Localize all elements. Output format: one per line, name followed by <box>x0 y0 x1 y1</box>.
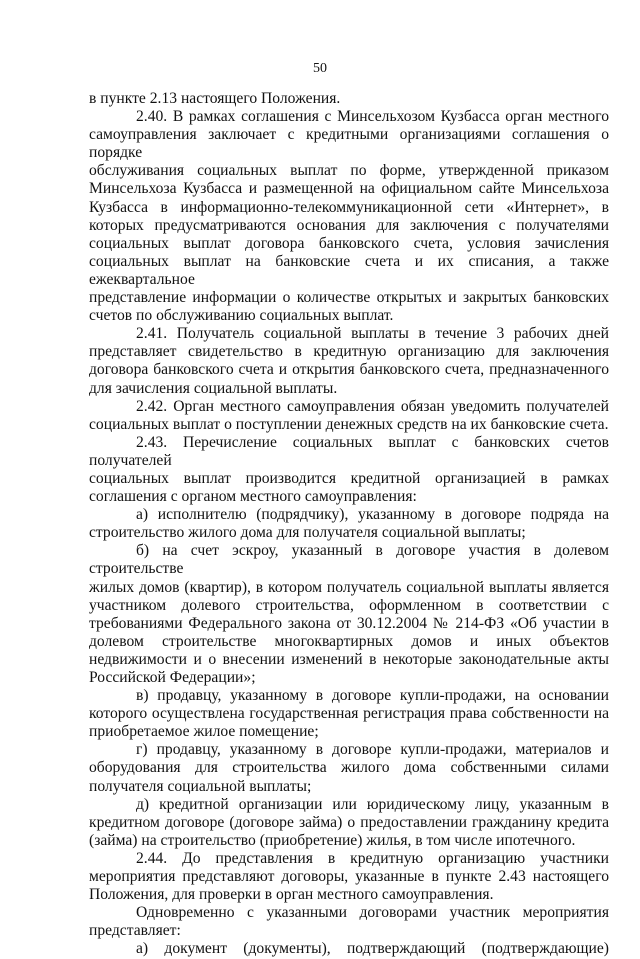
text-line: которых предусматриваются основания для заключения с получателями <box>89 216 609 234</box>
text-line: договора банковского счета и открытия банковского счета, предназначенного <box>89 361 609 379</box>
text-line: обслуживания социальных выплат по форме, утвержденной приказом <box>89 162 609 180</box>
text-line: представление информации о количестве открытых и закрытых банковских <box>89 289 609 307</box>
text-line: Положения, для проверки в орган местного самоуправления. <box>89 886 494 904</box>
text-line: представляет свидетельство в кредитную организацию для заключения <box>89 343 609 361</box>
text-line: в) продавцу, указанному в договоре купли-продажи, на основании <box>136 687 609 705</box>
text-line: социальных выплат на банковские счета и их списания, а также ежеквартальное <box>89 252 609 288</box>
text-line: Минсельхоза Кузбасса и размещенной на официальном сайте Минсельхоза <box>89 180 609 198</box>
text-line: строительство жилого дома для получателя социальной выплаты; <box>89 524 526 542</box>
text-line: получателя социальной выплаты; <box>89 777 312 795</box>
text-line: г) продавцу, указанному в договоре купли-продажи, материалов и <box>136 741 609 759</box>
text-line: социальных выплат договора банковского счета, условия зачисления <box>89 234 609 252</box>
text-line: соглашения с органом местного самоуправления: <box>89 488 417 506</box>
text-line: 2.44. До представления в кредитную организацию участники <box>136 849 609 867</box>
text-line: социальных выплат производится кредитной организацией в рамках <box>89 469 609 487</box>
text-line: самоуправления заключает с кредитными организациями соглашения о порядке <box>89 126 609 162</box>
text-line: Кузбасса в информационно-телекоммуникационной сети «Интернет», в <box>89 198 609 216</box>
text-line: 2.40. В рамках соглашения с Минсельхозом Кузбасса орган местного <box>136 108 609 126</box>
text-line: оборудования для строительства жилого дома собственными силами <box>89 759 609 777</box>
text-line: участником долевого строительства, оформленном в соответствии с <box>89 596 609 614</box>
text-line: а) исполнителю (подрядчику), указанному в договоре подряда на <box>136 506 609 524</box>
text-line: социальных выплат о поступлении денежных средств на их банковские счета. <box>89 415 609 433</box>
text-line: кредитном договоре (договоре займа) о предоставлении гражданину кредита <box>89 813 609 831</box>
text-line: 2.41. Получатель социальной выплаты в течение 3 рабочих дней <box>136 325 609 343</box>
text-line: представляет: <box>89 922 181 940</box>
text-line: долевом строительстве многоквартирных домов и иных объектов <box>89 632 609 650</box>
text-line: Российской Федерации»; <box>89 669 256 686</box>
text-line: которого осуществлена государственная регистрация права собственности на <box>89 705 609 723</box>
text-line: в пункте 2.13 настоящего Положения. <box>89 90 341 107</box>
text-line: а) документ (документы), подтверждающий (подтверждающие) <box>136 940 609 958</box>
text-line: жилых домов (квартир), в котором получатель социальной выплаты является <box>89 578 609 596</box>
page-number: 50 <box>313 61 327 76</box>
text-line: Одновременно с указанными договорами участник мероприятия <box>136 904 609 922</box>
text-line: приобретаемое жилое помещение; <box>89 723 319 741</box>
text-line: б) на счет эскроу, указанный в договоре участия в долевом строительстве <box>89 542 609 578</box>
text-line: для зачисления социальной выплаты. <box>89 379 338 397</box>
text-line: мероприятия представляют договоры, указанные в пункте 2.43 настоящего <box>89 868 609 886</box>
text-line: д) кредитной организации или юридическому лицу, указанным в <box>136 795 609 813</box>
text-line: 2.42. Орган местного самоуправления обязан уведомить получателей <box>136 397 609 415</box>
text-line: требованиями Федерального закона от 30.12.2004 № 214-ФЗ «Об участии в <box>89 614 609 632</box>
text-line: 2.43. Перечисление социальных выплат с банковских счетов получателей <box>89 433 609 469</box>
text-line: недвижимости и о внесении изменений в некоторые законодательные акты <box>89 650 609 668</box>
document-body <box>89 90 609 959</box>
text-line: счетов по обслуживанию социальных выплат. <box>89 307 394 325</box>
text-line: (займа) на строительство (приобретение) жилья, в том числе ипотечного. <box>89 831 576 849</box>
